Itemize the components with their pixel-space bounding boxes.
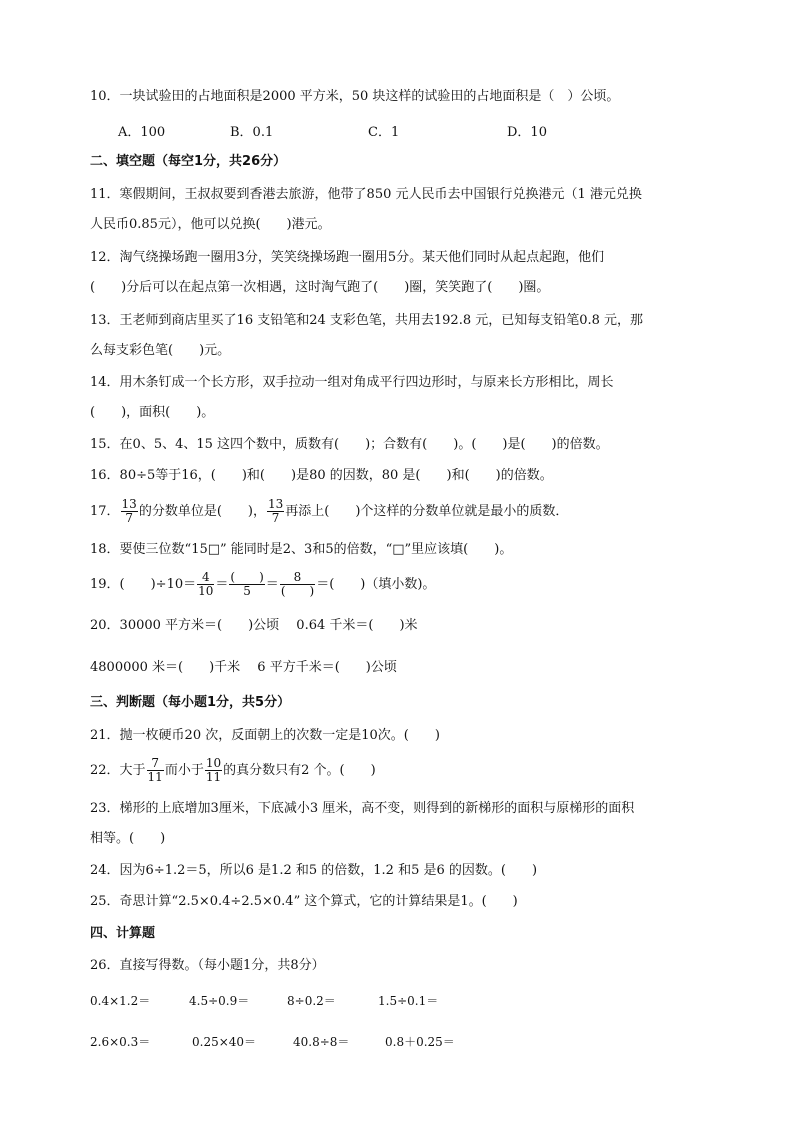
q17-text-2: 再添上( )个这样的分数单位就是最小的质数． (285, 504, 569, 519)
q23-line2: 相等。( ) (90, 831, 166, 846)
q17-fraction-1: $\frac{13}{7}$ (121, 497, 137, 525)
calc-item: 0.8＋0.25＝ (385, 1035, 455, 1049)
q19-fraction-3: 8 ( ) (280, 570, 315, 598)
q10-option-d: D．10 (507, 125, 547, 140)
calc-item: 2.6×0.3＝ (90, 1035, 151, 1049)
q16: 16．80÷5等于16，( )和( )是80 的因数，80 是( )和( )的倍数。 (90, 468, 553, 483)
q22-fraction-1: $\frac{7}{11}$ (147, 756, 163, 784)
q10-stem: 10．一块试验田的占地面积是2000 平方米，50 块这样的试验田的占地面积是（ ）公顷。 (90, 89, 620, 104)
q13-line2: 么每支彩色笔( )元。 (90, 343, 231, 358)
q17 (90, 498, 568, 525)
q19-fraction-2: ( ) 5 (230, 570, 264, 598)
q20-line2: 4800000 米＝( )千米 6 平方千米＝( )公顷 (90, 660, 397, 675)
q19-fraction-1: $\frac{4}{10}$ (198, 570, 214, 598)
q11-line1: 11．寒假期间，王叔叔要到香港去旅游，他带了850 元人民币去中国银行兑换港元（1 港元兑换 (90, 187, 642, 202)
q10-option-b: B．0.1 (230, 125, 274, 140)
q19-post: ＝( )（填小数)。 (316, 577, 436, 592)
q22-fraction-2: $\frac{10}{11}$ (205, 756, 222, 784)
calc-item: 0.4×1.2＝ (90, 994, 151, 1008)
q26: 26．直接写得数。（每小题1分，共8分） (90, 958, 325, 973)
q12-line2: ( )分后可以在起点第一次相遇，这时淘气跑了( )圈，笑笑跑了( )圈。 (90, 280, 550, 295)
q17-text-1: 的分数单位是( )， (138, 504, 266, 519)
q25: 25．奇思计算“2.5×0.4÷2.5×0.4” 这个算式，它的计算结果是1。( ) (90, 894, 518, 909)
q14-line1: 14．用木条钉成一个长方形，双手拉动一组对角成平行四边形时，与原来长方形相比，周长 (90, 375, 614, 390)
q13-line1: 13．王老师到商店里买了16 支铅笔和24 支彩色笔，共用去192.8 元，已知每支铅笔0.8 元，那 (90, 313, 644, 328)
q10-option-a: A．100 (118, 125, 166, 140)
q10-option-c: C．1 (368, 125, 400, 140)
q22: 22．大于 $\frac{7}{11}$ 而小于 $\frac{10}{11}$ 的真分数只有2 个。( ) (90, 756, 376, 784)
q12-line1: 12．淘气绕操场跑一圈用3分，笑笑绕操场跑一圈用5分。某天他们同时从起点起跑，他们 (90, 250, 605, 265)
q17-number: 17． (90, 504, 120, 519)
calc-item: 0.25×40＝ (192, 1035, 257, 1049)
calc-item: 40.8÷8＝ (293, 1035, 350, 1049)
calc-item: 1.5÷0.1＝ (378, 994, 439, 1008)
q24: 24．因为6÷1.2＝5，所以6 是1.2 和5 的倍数，1.2 和5 是6 的因数。( ) (90, 863, 538, 878)
section-3-heading: 三、判断题（每小题1分，共5分） (90, 695, 291, 710)
q19-pre: 19．( )÷10＝ (90, 577, 197, 592)
q14-line2: ( )，面积( )。 (90, 405, 215, 420)
q15: 15．在0、5、4、15 这四个数中，质数有( )；合数有( )。( )是( )的倍数。 (90, 437, 609, 452)
q23-line1: 23．梯形的上底增加3厘米，下底减小3 厘米，高不变，则得到的新梯形的面积与原梯形的面积 (90, 801, 635, 816)
calc-item: 4.5÷0.9＝ (189, 994, 250, 1008)
section-2-heading: 二、填空题（每空1分，共26分） (90, 154, 287, 169)
q18: 18．要使三位数“15□” 能同时是2、3和5的倍数，“□”里应该填( )。 (90, 542, 513, 557)
section-4-heading: 四、计算题 (90, 926, 156, 941)
q21: 21．抛一枚硬币20 次，反面朝上的次数一定是10次。( ) (90, 728, 440, 743)
q19: 19．( )÷10＝ $\frac{4}{10}$ ＝ ( ) 5 ＝ 8 ( ) ＝( )（填小数)。 (90, 570, 436, 598)
q20-line1: 20．30000 平方米＝( )公顷 0.64 千米＝( )米 (90, 618, 418, 633)
calc-item: 8÷0.2＝ (287, 994, 336, 1008)
q17-fraction-2: $\frac{13}{7}$ (267, 497, 284, 525)
q11-line2: 人民币0.85元），他可以兑换( )港元。 (90, 217, 331, 232)
